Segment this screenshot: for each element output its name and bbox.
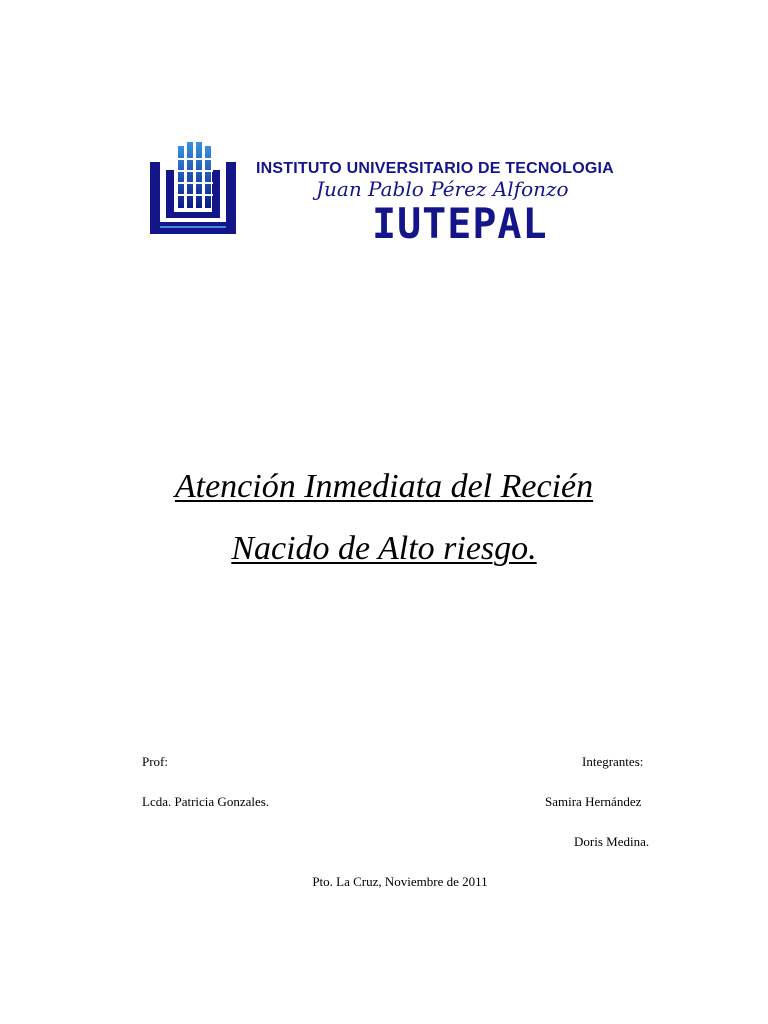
institution-acronym: IUTEPAL <box>372 200 548 249</box>
member-name: Doris Medina. <box>574 834 650 849</box>
members-label: Integrantes: <box>582 754 644 769</box>
institution-logo-icon <box>148 142 238 238</box>
institution-subtitle: Juan Pablo Pérez Alfonzo <box>316 177 569 201</box>
document-title-line1: Atención Inmediata del Recién <box>174 468 594 505</box>
professor-name: Lcda. Patricia Gonzales. <box>142 794 270 809</box>
place-and-date: Pto. La Cruz, Noviembre de 2011 <box>312 874 488 889</box>
professor-label: Prof: <box>142 754 168 769</box>
institution-name: INSTITUTO UNIVERSITARIO DE TECNOLOGIA <box>256 160 614 177</box>
document-title-line2: Nacido de Alto riesgo. <box>231 530 537 567</box>
member-name: Samira Hernández <box>545 794 642 809</box>
